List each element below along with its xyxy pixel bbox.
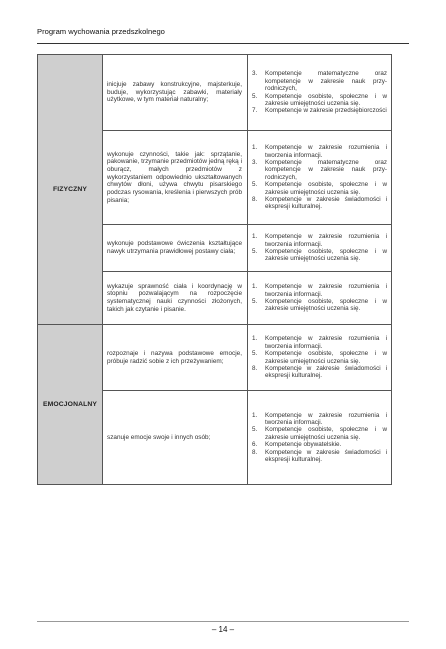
competence-number: 5.: [252, 350, 258, 358]
competence-text: Kompetencje osobiste, społeczne i w zakresie umiejętności uczenia się.: [265, 181, 387, 196]
competence-item: [252, 426, 387, 441]
skill-cell: wykazuje sprawność ciała i koordynację w stopniu pozwalającym na rozpoczęcie systematycznej nauki czynności złożonych, takich jak czytanie i pisanie.: [103, 272, 248, 325]
competence-item: [252, 412, 387, 427]
competence-item: [252, 70, 387, 92]
skill-cell: rozpoznaje i nazywa podstawowe emocje, próbuje radzić sobie z ich przeżywaniem;: [103, 325, 248, 391]
competence-item: [252, 350, 387, 365]
competence-text: Kompetencje osobiste, społeczne i w zakresie umiejętności uczenia się.: [265, 298, 387, 313]
competence-text: Kompetencje w zakresie świadomości i ekspresji kulturalnej.: [265, 448, 387, 464]
competence-number: 1.: [252, 233, 258, 241]
competence-text: Kompetencje w zakresie rozumienia i tworzenia informacji.: [265, 233, 387, 248]
competence-text: Kompetencje w zakresie świadomości i ekspresji kulturalnej.: [265, 364, 387, 380]
competence-item: [252, 441, 387, 448]
competence-text: Kompetencje w zakresie świadomości i ekspresji kulturalnej.: [265, 196, 387, 211]
competence-text: Kompetencje w zakresie rozumienia i tworzenia informacji.: [265, 411, 387, 426]
competence-number: 5.: [252, 92, 258, 100]
competence-number: 8.: [252, 448, 258, 456]
competence-text: Kompetencje osobiste, społeczne i w zakresie umiejętności uczenia się.: [265, 92, 387, 107]
competence-cell: [248, 391, 392, 485]
competence-text: Kompetencje matematyczne oraz kompetencje w zakresie nauk przyrodniczych,: [265, 70, 387, 93]
competence-number: 1.: [252, 283, 258, 291]
competence-number: 6.: [252, 441, 258, 449]
skill-cell: szanuje emocje swoje i innych osób;: [103, 391, 248, 485]
skill-cell: inicjuje zabawy konstrukcyjne, majsterkuje, buduje, wykorzystując zabawki, materiały użytkowe, w tym materiał naturalny;: [103, 55, 248, 131]
competence-number: 8.: [252, 364, 258, 372]
competence-item: [252, 298, 387, 313]
competence-text: Kompetencje w zakresie rozumienia i tworzenia informacji.: [265, 144, 387, 159]
running-header: Program wychowania przedszkolnego: [37, 27, 165, 36]
domain-cell-emocjonalny: EMOCJONALNY: [38, 325, 103, 485]
competence-item: [252, 283, 387, 298]
table-row: [38, 55, 392, 131]
competence-cell: [248, 325, 392, 391]
footer-divider: [37, 621, 409, 622]
competence-item: [252, 93, 387, 108]
header-divider: [37, 43, 409, 44]
competence-number: 5.: [252, 181, 258, 189]
competence-item: [252, 107, 387, 114]
competence-item: [252, 181, 387, 196]
competence-item: [252, 449, 387, 464]
competence-text: Kompetencje osobiste, społeczne i w zakresie umiejętności uczenia się.: [265, 350, 387, 365]
competence-cell: [248, 225, 392, 272]
competence-item: [252, 233, 387, 248]
competence-number: 3.: [252, 158, 258, 166]
competence-item: [252, 196, 387, 211]
table-row: [38, 325, 392, 391]
competence-text: Kompetencje osobiste, społeczne i w zakresie umiejętności uczenia się.: [265, 426, 387, 441]
page-number: – 14 –: [211, 625, 235, 634]
competence-number: 5.: [252, 298, 258, 305]
competence-item: [252, 248, 387, 263]
competence-text: Kompetencje osobiste, społeczne i w zakresie umiejętności uczenia się.: [265, 248, 387, 263]
competence-number: 3.: [252, 70, 258, 78]
competence-text: Kompetencje w zakresie rozumienia i tworzenia informacji.: [265, 335, 387, 350]
domain-cell-fizyczny: FIZYCZNY: [38, 55, 103, 325]
competence-item: [252, 335, 387, 350]
program-table: [37, 54, 392, 485]
competence-text: Kompetencje w zakresie przedsiębiorczości: [265, 107, 387, 115]
competence-text: Kompetencje matematyczne oraz kompetencje w zakresie nauk przyrodniczych,: [265, 158, 387, 181]
competence-cell: [248, 131, 392, 225]
competence-text: Kompetencje obywatelskie.: [265, 441, 342, 449]
competence-number: 5.: [252, 426, 258, 434]
competence-cell: [248, 272, 392, 325]
competence-item: [252, 365, 387, 380]
competence-item: [252, 144, 387, 159]
competence-number: 1.: [252, 411, 258, 419]
skill-cell: wykonuje czynności, takie jak: sprzątanie, pakowanie, trzymanie przedmiotów jedną ręką i oburącz, małych przedmiotów z wykorzystaniem odpowiednio ukształtowanych chwytów dłoni, używa chwytu pisarskiego podczas rysowania, kreślenia i pierwszych prób pisania;: [103, 131, 248, 225]
competence-text: Kompetencje w zakresie rozumienia i tworzenia informacji.: [265, 283, 387, 298]
competence-number: 1.: [252, 144, 258, 152]
skill-cell: wykonuje podstawowe ćwiczenia kształtujące nawyk utrzymania prawidłowej postawy ciała;: [103, 225, 248, 272]
competence-number: 1.: [252, 335, 258, 343]
competence-number: 5.: [252, 248, 258, 255]
competence-number: 7.: [252, 107, 258, 115]
competence-number: 8.: [252, 196, 258, 204]
competence-item: [252, 159, 387, 181]
competence-cell: [248, 55, 392, 131]
